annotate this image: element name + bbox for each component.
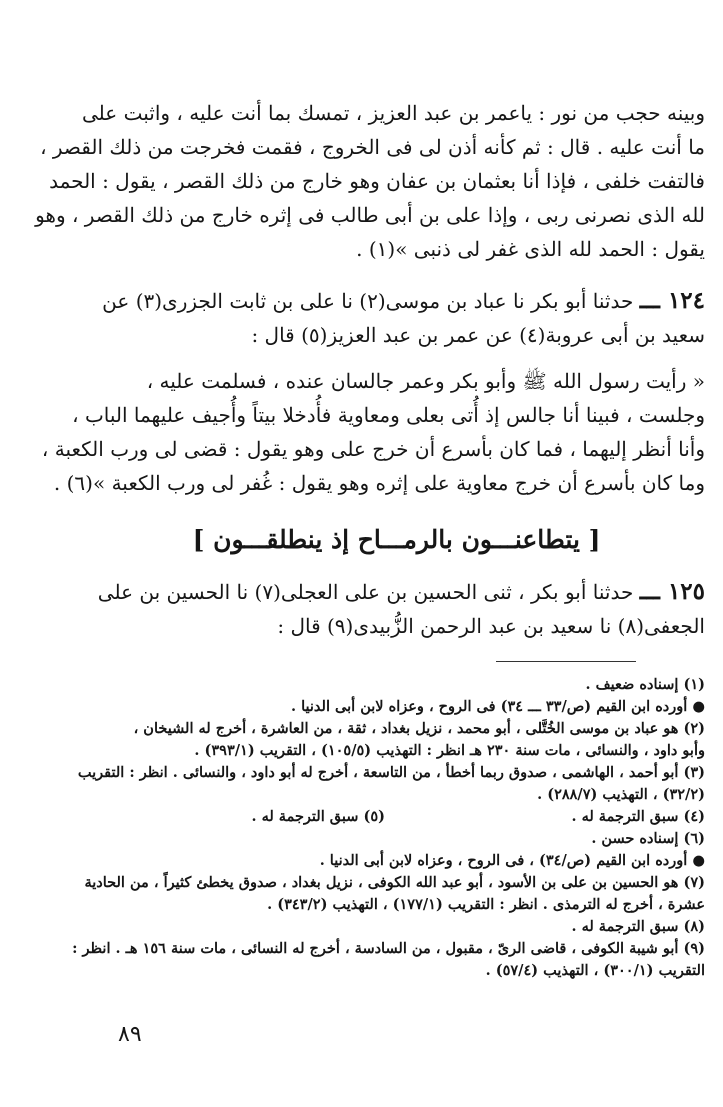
narration-number: ١٢٤ ـــ (639, 287, 705, 314)
footnote-line: التقريب (٣٠٠/١) ، التهذيب (٥٧/٤) . (485, 962, 705, 979)
footnote-line: عشرة ، أخرج له الترمذى . انظر : التقريب (١٧٧/١) ، التهذيب (٣٤٣/٢) . (267, 896, 705, 913)
narration-number: ١٢٥ ـــ (639, 578, 705, 605)
text-line: وبينه حجب من نور : ياعمر بن عبد العزيز ، تمسك بما أنت عليه ، واثبت على (82, 101, 705, 125)
footnote-line: (١) إسناده ضعيف . (585, 676, 705, 693)
text-line: الجعفى(٨) نا سعيد بن عبد الرحمن الزُّبيدى(٩) قال : (277, 614, 705, 638)
text-line (88, 284, 705, 318)
text-line: سعيد بن أبى عروبة(٤) عن عمر بن عبد العزيز(٥) قال : (251, 323, 705, 347)
paragraph-continuation (35, 96, 705, 266)
narration-text: حدثنا أبو بكر نا عباد بن موسى(٢) نا على بن ثابت الجزرى(٣) عن (102, 289, 634, 313)
narration-text: حدثنا أبو بكر ، ثنى الحسين بن على العجلى(٧) نا الحسين بن على (97, 580, 634, 604)
footnote-line: ● أورده ابن القيم (ص/٣٤) ، فى الروح ، وعزاه لابن أبى الدنيا . (319, 852, 705, 869)
footnote-line (88, 806, 705, 828)
footnote-line: (٩) أبو شيبة الكوفى ، قاضى الرىّ ، مقبول ، من السادسة ، أخرج له النسائى ، مات سنة ١٥٦ هـ . انظر : (72, 940, 705, 957)
footnote-4: (٤) سبق الترجمة له . (571, 808, 705, 825)
narration-125 (88, 575, 705, 643)
text-line: ما أنت عليه . قال : ثم كأنه أذن لى فى الخروج ، فقمت فخرجت من ذلك القصر ، (40, 135, 705, 159)
footnote-line: وأبو داود ، والنسائى ، مات سنة ٢٣٠ هـ انظر : التهذيب (١٠٥/٥) ، التقريب (٣٩٣/١) . (194, 742, 705, 759)
footnote-5: (٥) سبق الترجمة له . (251, 808, 385, 825)
text-line: وجلست ، فبينا أنا جالس إذ أُتى بعلى ومعاوية فأُدخلا بيتاً وأُجيف عليهما الباب ، (72, 403, 705, 427)
footnotes (72, 674, 705, 982)
narration-body (41, 364, 705, 500)
narration-124 (88, 284, 705, 352)
footnote-line: (٣٢/٢) ، التهذيب (٢٨٨/٧) . (537, 786, 705, 803)
section-heading: [ يتطاعنـــون بالرمـــاح إذ ينطلقـــون ] (192, 525, 601, 554)
footnote-line: (٢) هو عباد بن موسى الخُتَّلى ، أبو محمد ، نزيل بغداد ، ثقة ، من العاشرة ، أخرج له الشيخان ، (133, 720, 705, 737)
footnote-line: (٨) سبق الترجمة له . (571, 918, 705, 935)
text-line: فالتفت خلفى ، فإذا أنا بعثمان بن عفان وهو خارج من ذلك القصر ، يقول : الحمد (49, 169, 705, 193)
footnote-line: (٣) أبو أحمد ، الهاشمى ، صدوق ربما أخطأ ، من التاسعة ، أخرج له أبو داود ، والنسائى . انظر : التقريب (77, 764, 705, 781)
text-line: « رأيت رسول الله ﷺ وأبو بكر وعمر جالسان عنده ، فسلمت عليه ، (146, 369, 705, 393)
footnote-line: (٧) هو الحسين بن على بن الأسود ، أبو عبد الله الكوفى ، نزيل بغداد ، صدوق يخطئ كثيراً ، من الحادية (84, 874, 705, 891)
text-line (88, 575, 705, 609)
footnote-line: (٦) إسناده حسن . (591, 830, 705, 847)
text-line: يقول : الحمد لله الذى غفر لى ذنبى »(١) . (356, 237, 705, 261)
footnote-divider (496, 661, 636, 662)
footnote-line: ● أورده ابن القيم (ص/٣٣ ـــ ٣٤) فى الروح ، وعزاه لابن أبى الدنيا . (291, 698, 705, 715)
page-number: ٨٩ (118, 1022, 142, 1047)
text-line: لله الذى نصرنى ربى ، وإذا على بن أبى طالب فى إثره خارج من ذلك القصر ، وهو (35, 203, 705, 227)
text-line: وأنا أنظر إليهما ، فما كان بأسرع أن خرج على وهو يقول : قضى لى ورب الكعبة ، (41, 437, 705, 461)
text-line: وما كان بأسرع أن خرج معاوية على إثره وهو يقول : غُفر لى ورب الكعبة »(٦) . (53, 471, 705, 495)
